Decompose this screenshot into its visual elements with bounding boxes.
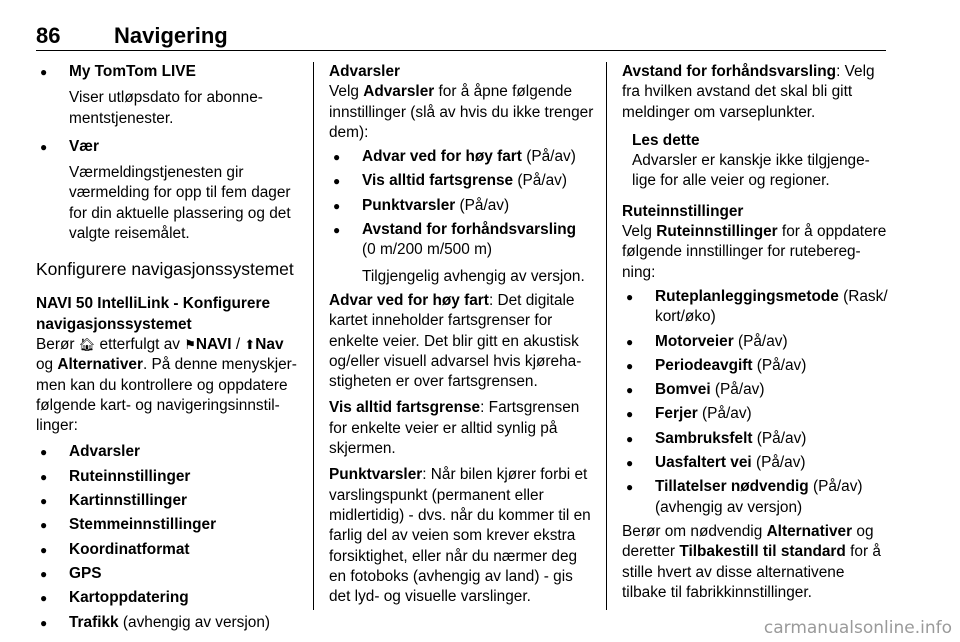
- list-item: ● Tillatelser nødvendig (På/av) (avhengig av versjon): [622, 477, 892, 518]
- list-item: ● Ferjer (På/av): [622, 404, 892, 424]
- paragraph: Vis alltid fartsgrense: Fartsgrensen for enkelte veier er alltid synlig på skjermen.: [329, 399, 580, 458]
- menu-item: ● Kartoppdatering: [36, 588, 302, 608]
- paragraph: Advar ved for høy fart: Det digitale kartet inneholder fartsgrenser for enkelte veier. Det blir gitt en akustisk og/eller visuell advarsel hvis kjøreha-stigheten er over fartsgrensen.: [329, 291, 582, 391]
- page-header: [36, 0, 926, 52]
- list-item: ● Vis alltid fartsgrense (På/av): [329, 171, 597, 191]
- column-1: [36, 62, 302, 633]
- paragraph: Punktvarsler: Når bilen kjører forbi et varslingspunkt (permanent eller midlertidig) - dvs. når du kommer til en farlig del av veien som krever ekstra forsiktighet, eller når du nærmer deg en fotoboks (avhengig av land) - gis det lyd- og visuelle varslinger.: [329, 466, 591, 606]
- settings-menu-list: [36, 442, 302, 632]
- flag-icon: ⚑: [184, 336, 196, 352]
- list-item: ● Sambruksfelt (På/av): [622, 429, 892, 449]
- column-divider: [606, 62, 607, 610]
- paragraph: Berør om nødvendig Alternativer og deretter Tilbakestill til standard for å stille hvert av disse alternativene tilbake til fabrikkinnstillinger.: [622, 522, 881, 601]
- list-item: [36, 137, 302, 244]
- menu-item: ● Trafikk (avhengig av versjon): [36, 613, 302, 633]
- column-2: [329, 62, 597, 607]
- subsection-title: NAVI 50 IntelliLink - Konfigurere navigasjonssystemet: [36, 295, 271, 333]
- alternativer-label: Alternativer: [57, 356, 143, 374]
- item-desc: Værmeldingstjenesten gir værmelding for opp til fem dager for din aktuelle plassering og det valgte reisemålet.: [69, 164, 291, 243]
- list-item: ● Advar ved for høy fart (På/av): [329, 147, 597, 167]
- note-title: Les dette: [632, 131, 700, 149]
- nav-label: Nav: [255, 335, 284, 353]
- column-3: [622, 62, 892, 603]
- list-item: ● Uasfaltert vei (På/av): [622, 453, 892, 473]
- intro-paragraph: Berør 🏠︎ etterfulgt av ⚑NAVI / ⬆Nav og Alternativer. På denne menyskjer-men kan du kontrollere og oppdatere følgende kart- og navigeringsinnstil-linger:: [36, 335, 297, 435]
- version-note: Tilgjengelig avhengig av versjon.: [362, 267, 585, 285]
- intro-paragraph: Velg Ruteinnstillinger for å oppdatere følgende innstillinger for rutebereg-ning:: [622, 223, 887, 281]
- home-icon: 🏠︎: [78, 336, 96, 352]
- section-heading: Advarsler: [329, 63, 401, 80]
- item-title: ● Vær: [69, 137, 99, 155]
- section-title: Konfigurere navigasjonssystemet: [36, 259, 294, 280]
- list-item: ● Ruteplanleggingsmetode (Rask/ kort/øko): [622, 287, 892, 328]
- nav-arrow-icon: ⬆: [244, 336, 256, 352]
- note-box: [622, 131, 892, 192]
- menu-item: ● Koordinatformat: [36, 540, 302, 560]
- menu-item: ● Advarsler: [36, 442, 302, 462]
- list-item: [36, 62, 302, 129]
- section-heading: Ruteinnstillinger: [622, 202, 744, 220]
- list-item: ● Avstand for forhåndsvarsling (0 m/200 m/500 m) Tilgjengelig avhengig av versjon.: [329, 220, 597, 287]
- menu-item: ● Ruteinnstillinger: [36, 467, 302, 487]
- menu-item: ● GPS: [36, 564, 302, 584]
- list-item: ● Periodeavgift (På/av): [622, 356, 892, 376]
- list-item: ● Bomvei (På/av): [622, 380, 892, 400]
- warnings-list: [329, 147, 597, 287]
- paragraph: Avstand for forhåndsvarsling: Velg fra hvilken avstand det skal bli gitt meldinger om varseplunkter.: [622, 63, 875, 121]
- navi-label: NAVI: [195, 335, 232, 353]
- item-title: ● My TomTom LIVE: [69, 63, 196, 80]
- route-settings-list: [622, 287, 892, 518]
- chapter-title: Navigering: [114, 23, 228, 48]
- intro-paragraph: Velg Advarsler for å åpne følgende innstillinger (slå av hvis du ikke trenger dem):: [329, 83, 594, 141]
- list-item: ● Motorveier (På/av): [622, 332, 892, 352]
- watermark: carmanualsonline.info: [763, 618, 952, 638]
- column-divider: [313, 62, 314, 610]
- list-item: ● Punktvarsler (På/av): [329, 196, 597, 216]
- note-text: Advarsler er kanskje ikke tilgjenge-lige for alle veier og regioner.: [632, 152, 870, 190]
- menu-item: ● Stemmeinnstillinger: [36, 515, 302, 535]
- menu-item: ● Kartinnstillinger: [36, 491, 302, 511]
- item-desc: Viser utløpsdato for abonne-mentstjenester.: [69, 89, 263, 127]
- page-number: 86: [36, 23, 61, 48]
- header-rule: [36, 50, 886, 51]
